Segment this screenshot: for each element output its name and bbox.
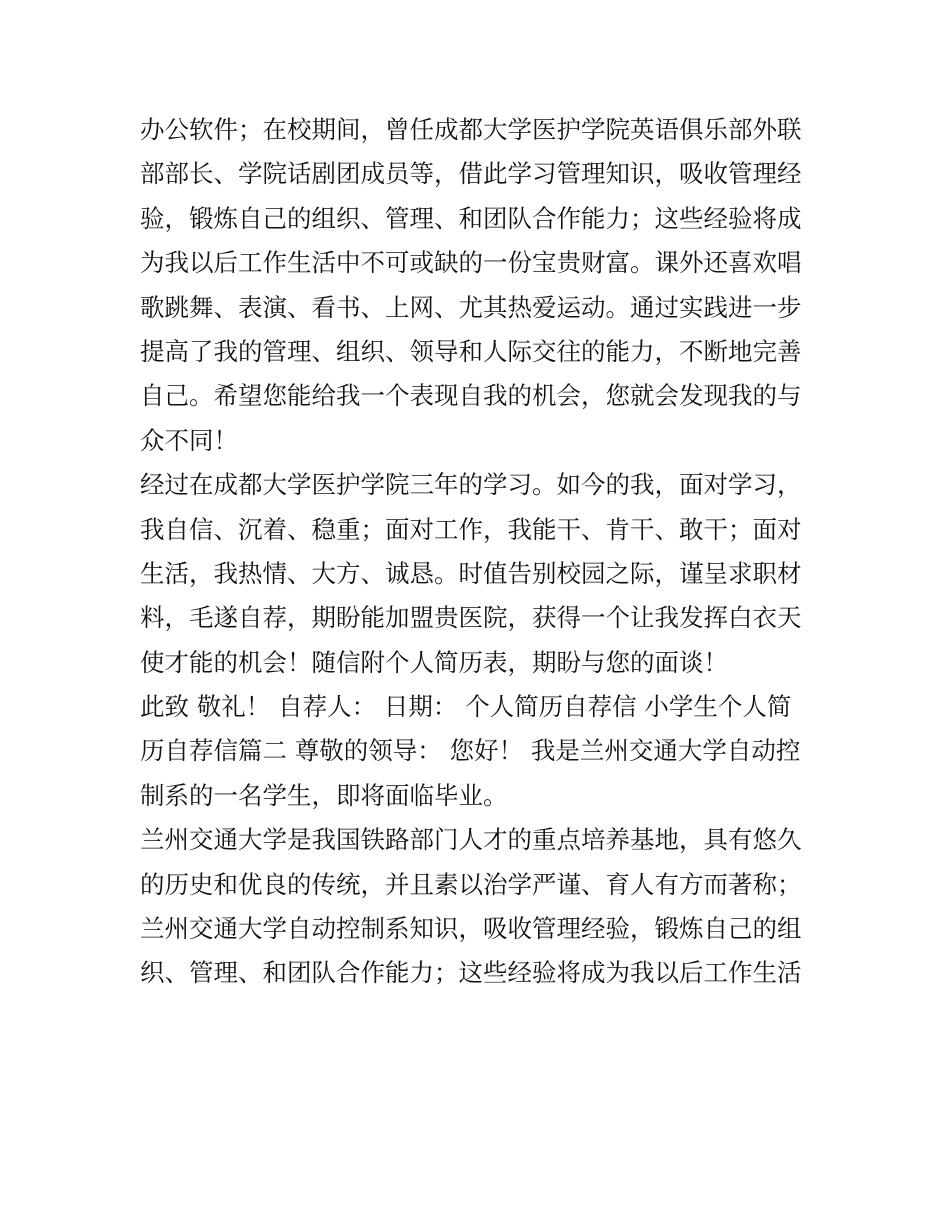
text-line: 部部长、学院话剧团成员等，借此学习管理知识，吸收管理经 (140, 159, 802, 189)
text-line: 验，锻炼自己的组织、管理、和团队合作能力；这些经验将成 (140, 203, 802, 233)
text-line: 的历史和优良的传统，并且素以治学严谨、育人有方而著称； (140, 869, 802, 899)
text-line: 经过在成都大学医护学院三年的学习。如今的我，面对学习， (140, 470, 802, 500)
text-line: 自己。希望您能给我一个表现自我的机会，您就会发现我的与 (140, 381, 802, 411)
text-line: 此致 敬礼！ 自荐人： 日期： 个人简历自荐信 小学生个人简 (140, 692, 792, 722)
text-line: 织、管理、和团队合作能力；这些经验将成为我以后工作生活 (140, 958, 802, 988)
text-line: 我自信、沉着、稳重；面对工作，我能干、肯干、敢干；面对 (140, 514, 802, 544)
text-line: 众不同！ (140, 425, 238, 455)
document-body (140, 108, 820, 996)
text-line: 兰州交通大学自动控制系知识，吸收管理经验，锻炼自己的组 (140, 914, 802, 944)
text-line: 办公软件；在校期间，曾任成都大学医护学院英语俱乐部外联 (140, 115, 802, 144)
text-line: 生活，我热情、大方、诚恳。时值告别校园之际，谨呈求职材 (140, 558, 802, 588)
text-line: 为我以后工作生活中不可或缺的一份宝贵财富。课外还喜欢唱 (140, 248, 802, 278)
text-line: 制系的一名学生，即将面临毕业。 (140, 780, 508, 810)
text-line: 使才能的机会！随信附个人简历表，期盼与您的面谈！ (140, 647, 728, 677)
text-line: 兰州交通大学是我国铁路部门人才的重点培养基地，具有悠久 (140, 825, 802, 855)
text-line: 歌跳舞、表演、看书、上网、尤其热爱运动。通过实践进一步 (140, 292, 802, 322)
text-line: 提高了我的管理、组织、领导和人际交往的能力，不断地完善 (140, 336, 802, 366)
text-line: 料，毛遂自荐，期盼能加盟贵医院，获得一个让我发挥白衣天 (140, 603, 802, 633)
text-line: 历自荐信篇二 尊敬的领导： 您好！ 我是兰州交通大学自动控 (140, 736, 801, 766)
